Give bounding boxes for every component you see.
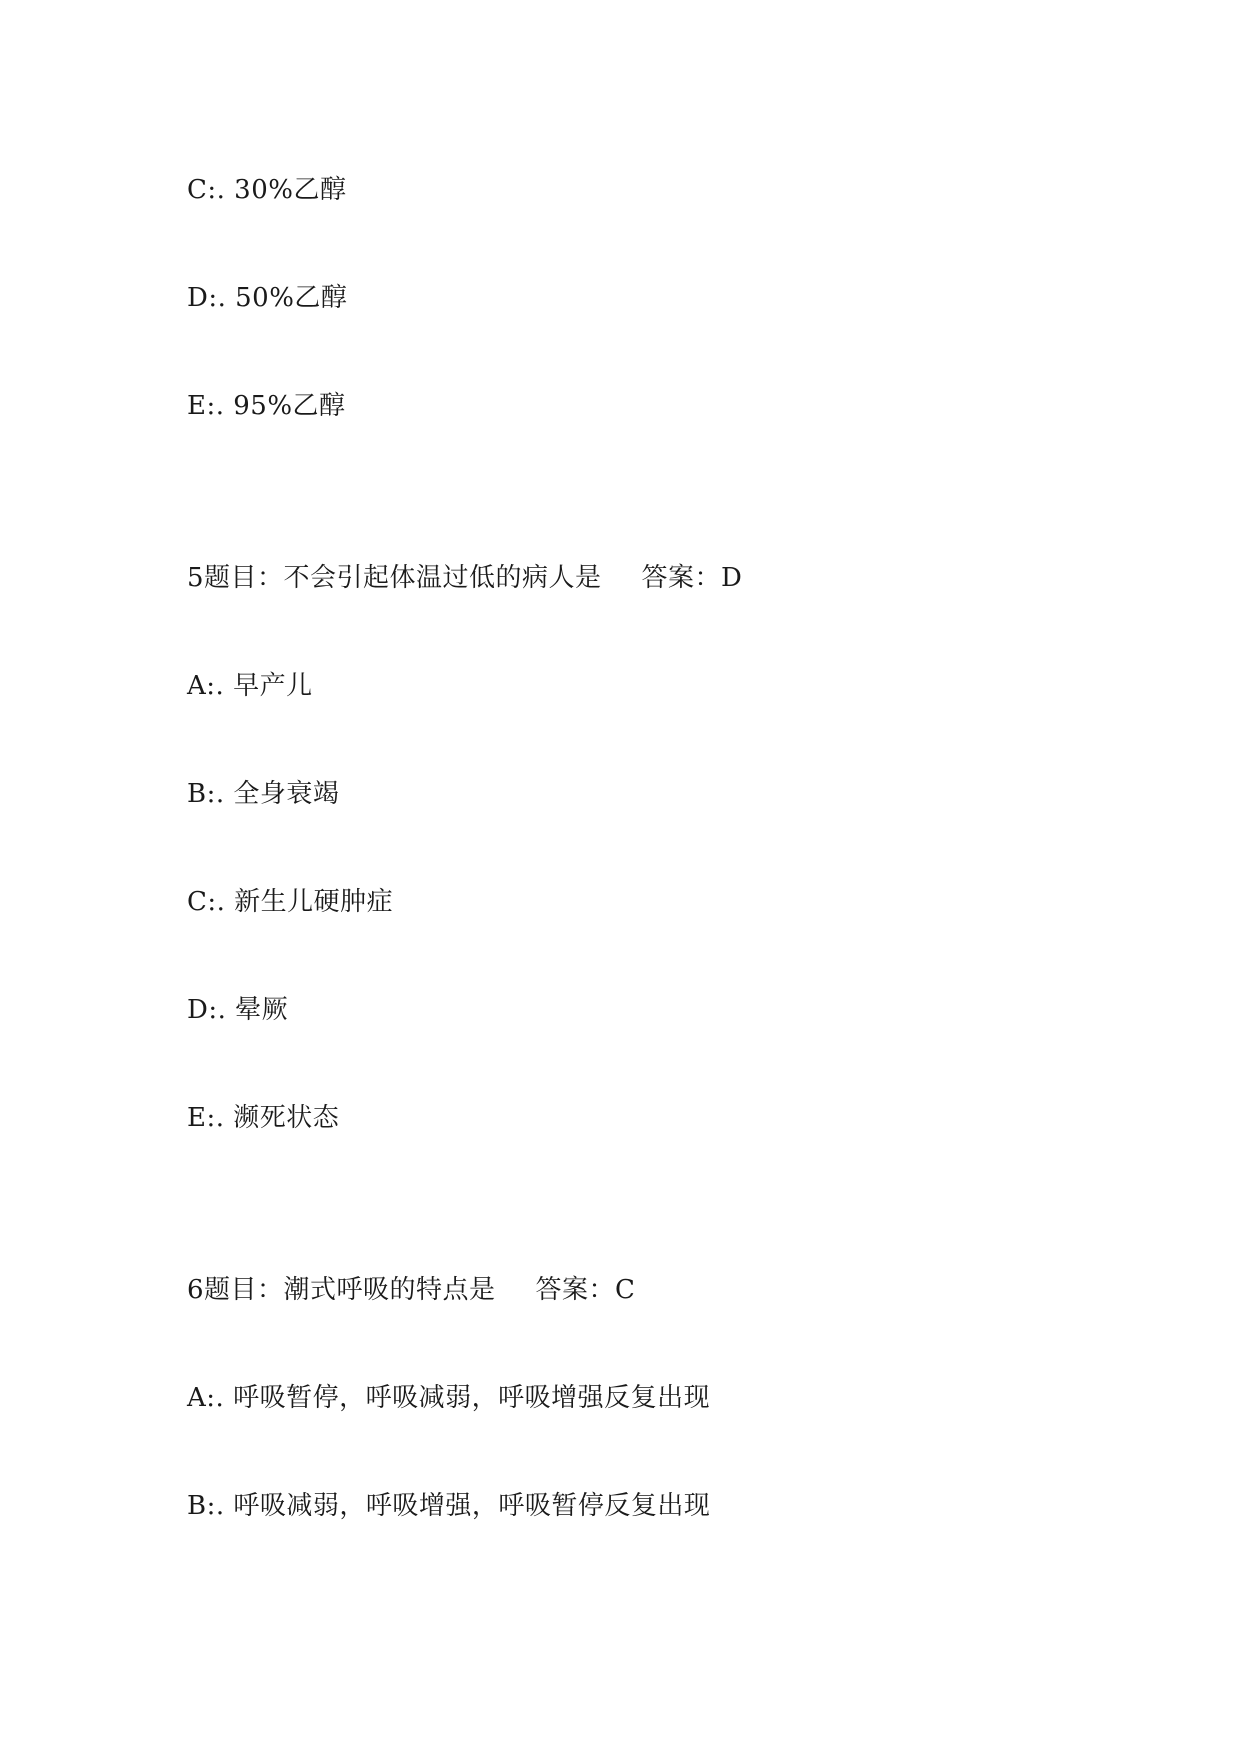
q6-option-b: B:. 呼吸减弱，呼吸增强，呼吸暂停反复出现 xyxy=(187,1491,711,1521)
question-6 xyxy=(187,1274,635,1306)
q5-option-c: C:. 新生儿硬肿症 xyxy=(187,887,394,917)
q5-option-e: E:. 濒死状态 xyxy=(187,1103,340,1133)
q5-option-b: B:. 全身衰竭 xyxy=(187,779,340,809)
option-c: C:. 30%乙醇 xyxy=(187,175,347,205)
question-6-answer: 答案：C xyxy=(535,1275,636,1305)
q5-option-a: A:. 早产儿 xyxy=(187,671,313,701)
question-6-text: 6题目：潮式呼吸的特点是 xyxy=(187,1275,496,1305)
q5-option-d: D:. 晕厥 xyxy=(187,995,289,1025)
question-5-text: 5题目：不会引起体温过低的病人是 xyxy=(187,563,602,593)
question-5 xyxy=(187,562,742,594)
q6-option-a: A:. 呼吸暂停，呼吸减弱，呼吸增强反复出现 xyxy=(187,1383,711,1413)
option-d: D:. 50%乙醇 xyxy=(187,283,348,313)
question-5-answer: 答案：D xyxy=(641,563,743,593)
option-e: E:. 95%乙醇 xyxy=(187,391,346,421)
